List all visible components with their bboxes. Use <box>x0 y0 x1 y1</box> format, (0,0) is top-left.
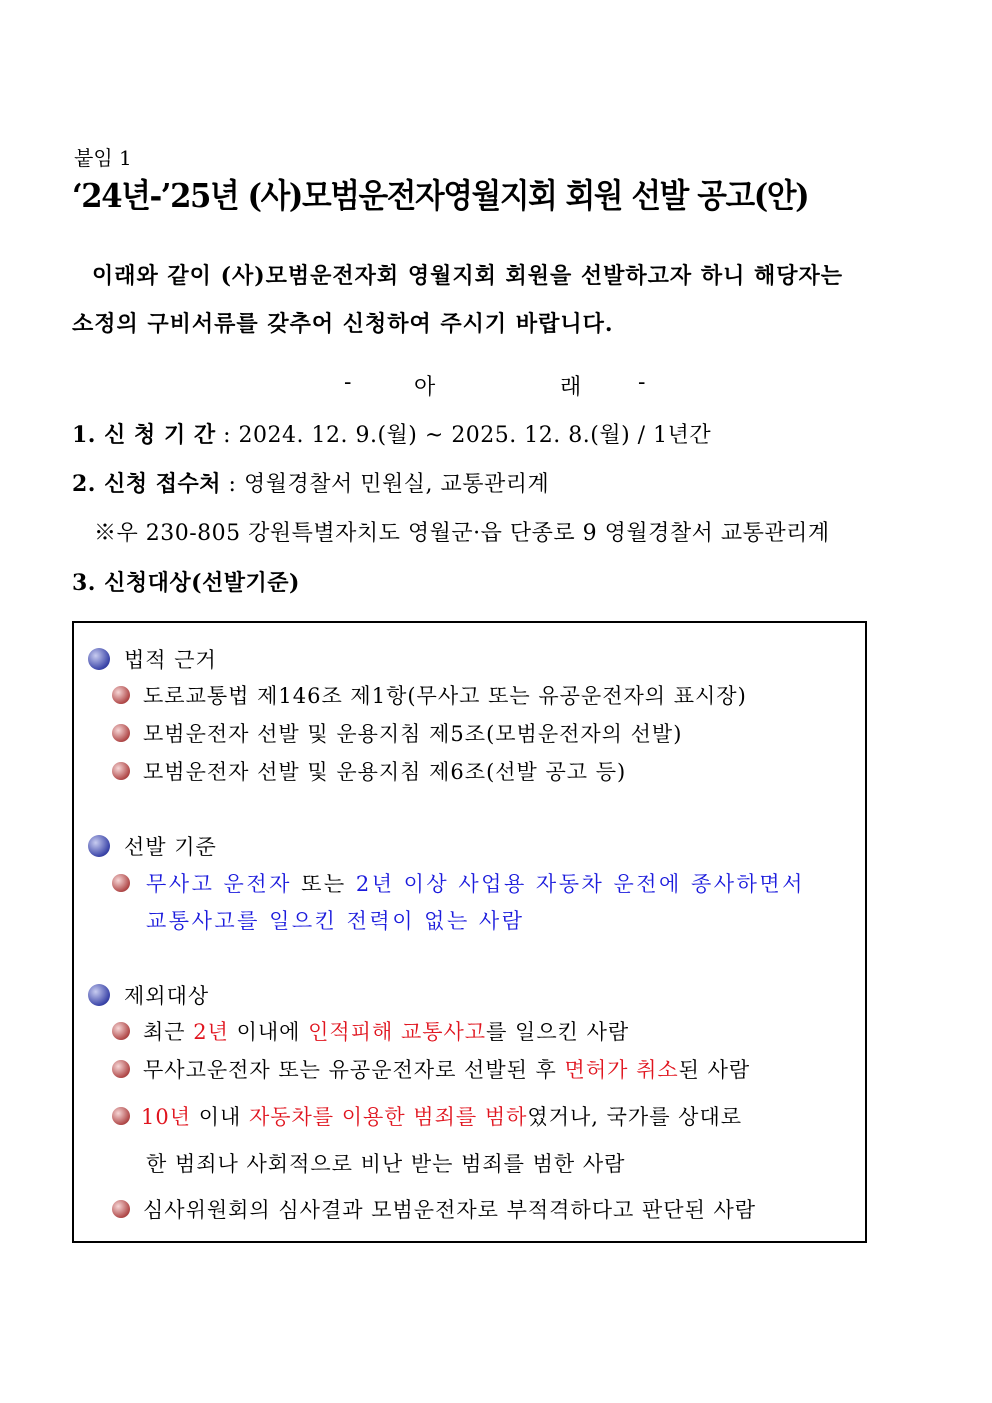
exclusion-item-1 <box>143 1016 629 1046</box>
red-bullet-icon <box>112 1060 130 1078</box>
text-segment: 2년 <box>193 1020 229 1044</box>
text-segment: 무사고운전자 또는 유공운전자로 선발된 후 <box>143 1058 565 1082</box>
exclusion-item-3-continued: 한 범죄나 사회적으로 비난 받는 범죄를 범한 사람 <box>146 1152 626 1176</box>
text-segment: 최근 <box>143 1020 194 1044</box>
dash-right: - <box>638 370 646 395</box>
attachment-label: 붙임 1 <box>74 146 132 170</box>
text-segment: 무사고 운전자 <box>146 872 302 896</box>
legal-item: 모범운전자 선발 및 운용지침 제6조(선발 공고 등) <box>143 760 627 784</box>
blue-bullet-icon <box>88 648 110 670</box>
red-bullet-icon <box>112 1022 130 1040</box>
red-bullet-icon <box>112 1200 130 1218</box>
address-note: ※우 230-805 강원특별자치도 영월군·읍 단종로 9 영월경찰서 교통관리계 <box>94 521 830 546</box>
blue-bullet-icon <box>88 984 110 1006</box>
legal-item: 모범운전자 선발 및 운용지침 제5조(모범운전자의 선발) <box>143 722 683 746</box>
section-target <box>72 566 300 597</box>
intro-line-2: 소정의 구비서류를 갖추어 신청하여 주시기 바랍니다. <box>72 311 614 337</box>
text-segment: 2년 이상 사업용 자동차 운전에 종사하면서 <box>355 872 805 896</box>
red-bullet-icon <box>112 686 130 704</box>
intro-line-1: 이래와 같이 (사)모범운전자회 영월지회 회원을 선발하고자 하니 해당자는 <box>92 263 843 289</box>
criteria-heading: 선발 기준 <box>124 835 217 859</box>
text-segment: 를 일으킨 사람 <box>486 1020 630 1044</box>
section-target-label: 3. 신청대상(선발기준) <box>72 570 300 596</box>
text-segment: 된 사람 <box>678 1058 751 1082</box>
page-title: ‘24년-’25년 (사)모범운전자영월지회 회원 선발 공고(안) <box>72 176 809 215</box>
exclusion-item-3 <box>141 1101 742 1131</box>
red-bullet-icon <box>112 874 130 892</box>
section-period-value: : 2024. 12. 9.(월) ~ 2025. 12. 8.(월) / 1년간 <box>223 423 712 448</box>
text-segment: 인적피해 교통사고 <box>308 1020 487 1044</box>
section-office-value: : 영월경찰서 민원실, 교통관리계 <box>228 472 550 497</box>
text-segment: 였거나, 국가를 상대로 <box>527 1105 743 1129</box>
text-segment: 이내 <box>191 1105 249 1129</box>
legal-item: 도로교통법 제146조 제1항(무사고 또는 유공운전자의 표시장) <box>143 684 747 708</box>
dash-left: - <box>344 370 352 395</box>
blue-bullet-icon <box>88 835 110 857</box>
section-office <box>72 467 549 498</box>
section-period-label: 1. 신 청 기 간 <box>72 422 216 448</box>
marker-a: 아 <box>414 375 436 400</box>
section-period <box>72 418 711 449</box>
red-bullet-icon <box>112 762 130 780</box>
text-segment: 면허가 취소 <box>564 1058 679 1082</box>
section-office-label: 2. 신청 접수처 <box>72 471 222 497</box>
text-segment: 자동차를 이용한 범죄를 범하 <box>248 1105 528 1129</box>
criteria-line-1 <box>146 868 805 898</box>
legal-heading: 법적 근거 <box>124 648 217 672</box>
marker-rae: 래 <box>560 375 582 400</box>
text-segment: 또는 <box>301 872 356 896</box>
exclusion-item-4: 심사위원회의 심사결과 모범운전자로 부적격하다고 판단된 사람 <box>143 1198 757 1222</box>
exclusion-heading: 제외대상 <box>124 984 210 1008</box>
exclusion-item-2 <box>143 1054 750 1084</box>
red-bullet-icon <box>112 724 130 742</box>
text-segment: 10년 <box>141 1105 192 1129</box>
red-bullet-icon <box>112 1107 130 1125</box>
criteria-line-2: 교통사고를 일으킨 전력이 없는 사람 <box>146 909 525 933</box>
text-segment: 이내에 <box>228 1020 309 1044</box>
